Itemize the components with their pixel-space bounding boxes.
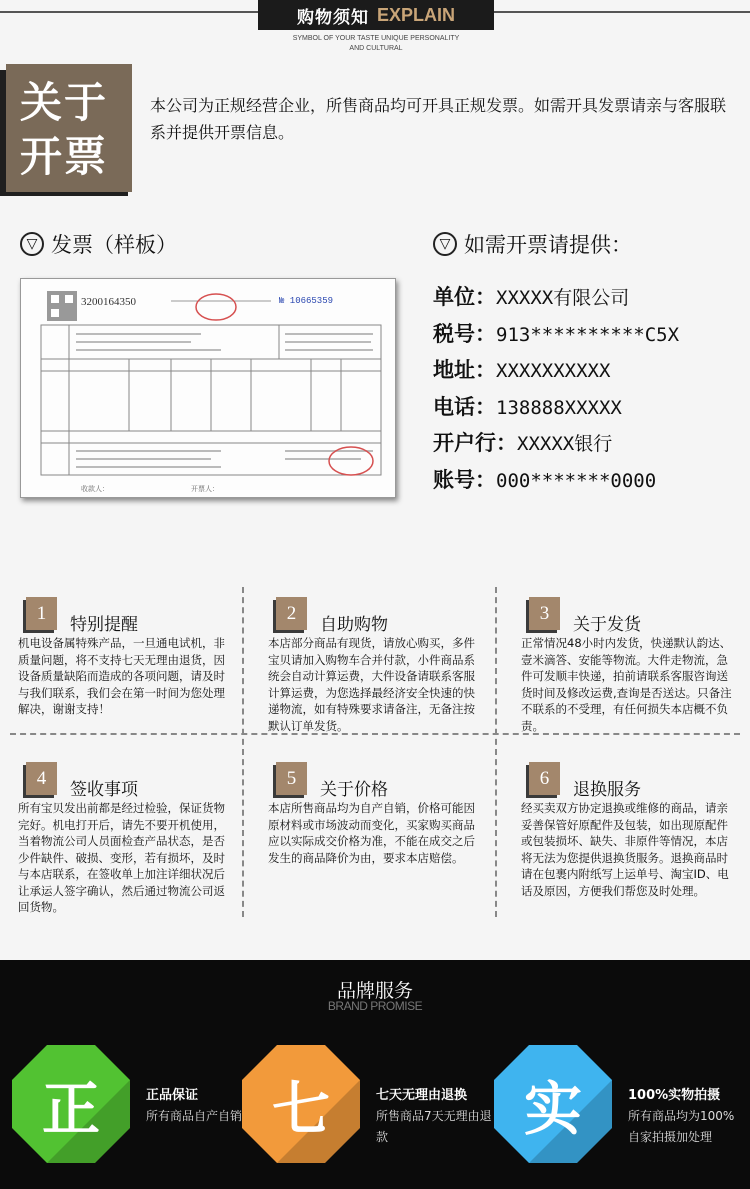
sample-code: 3200164350 bbox=[81, 296, 136, 308]
invoice-info-value: 913**********C5X bbox=[496, 323, 680, 346]
invoice-info-label: 地址： bbox=[433, 358, 496, 383]
notice-number-badge: 5 bbox=[276, 762, 307, 795]
invoice-info-value: XXXXX有限公司 bbox=[496, 287, 630, 309]
invoice-description: 本公司为正规经营企业，所售商品均可开具正规发票。如需开具发票请亲与客服联系并提供开票信息。 bbox=[150, 96, 727, 142]
brand-badge bbox=[242, 1045, 360, 1163]
header-subtitle-line1: SYMBOL OF YOUR TASTE UNIQUE PERSONALITY bbox=[292, 35, 460, 42]
header-subtitle-line2: AND CULTURAL bbox=[349, 45, 403, 52]
invoice-badge-line2: 开票 bbox=[20, 132, 109, 181]
invoice-info-label: 税号： bbox=[433, 321, 496, 346]
notice-number-badge: 1 bbox=[26, 597, 57, 630]
notice-body: 本店所售商品均为自产自销，价格可能因原材料或市场波动而变化，买家购买商品应以实际成交价格为准，不能在成交之后发生的商品降价为由，要求本店赔偿。 bbox=[268, 801, 475, 865]
notice-body: 本店部分商品有现货，请放心购买，多件宝贝请加入购物车合并付款，小件商品系统会自动计算运费，大件设备请联系客服计算运费，为您选择最经济安全快速的快递物流，如有特殊要求请备注，无备注按默认订单发货。 bbox=[268, 636, 475, 733]
brand-item-title: 正品保证 bbox=[146, 1088, 199, 1103]
notice-number-badge: 4 bbox=[26, 762, 57, 795]
header-line-left bbox=[0, 11, 258, 13]
brand-item-desc: 所有商品均为100%自家拍摄加处理 bbox=[628, 1109, 735, 1144]
invoice-info-row bbox=[433, 354, 610, 384]
grid-divider-v1 bbox=[242, 587, 244, 917]
svg-text:开票人：: 开票人： bbox=[191, 485, 219, 493]
notice-title: 自助购物 bbox=[320, 615, 388, 635]
chevron-down-icon: ▽ bbox=[20, 232, 44, 256]
chevron-down-icon: ▽ bbox=[433, 232, 457, 256]
brand-item-desc: 所售商品7天无理由退款 bbox=[376, 1109, 492, 1144]
invoice-sample-drawing bbox=[21, 279, 396, 498]
brand-item-title: 七天无理由退换 bbox=[376, 1088, 468, 1103]
invoice-info-label: 账号： bbox=[433, 468, 496, 492]
notice-body: 经买卖双方协定退换或维修的商品，请亲妥善保管好原配件及包装，如出现原配件或包装损坏、缺失、非原件等情况，本店将无法为您提供退换货服务。退换商品时请在包裹内附纸写上运单号、淘宝ID、电话及原因，方便我们帮您及时处理。 bbox=[521, 801, 729, 898]
brand-item-title: 100%实物拍摄 bbox=[628, 1088, 721, 1103]
brand-item-desc: 所有商品自产自销 bbox=[146, 1109, 243, 1123]
notice-title: 关于价格 bbox=[320, 780, 388, 800]
provide-heading-text: 如需开票请提供： bbox=[464, 233, 632, 257]
invoice-sample-image bbox=[20, 278, 396, 498]
notice-title: 签收事项 bbox=[70, 780, 138, 800]
invoice-info-row bbox=[433, 281, 629, 311]
notice-title: 特别提醒 bbox=[70, 615, 138, 635]
header-line-right bbox=[494, 11, 750, 13]
brand-badge-char: 实 bbox=[523, 1075, 582, 1143]
invoice-badge bbox=[6, 64, 132, 192]
notice-body: 机电设备属特殊产品，一旦通电试机，非质量问题，将不支持七天无理由退货，因设备质量缺陷而造成的各项问题，请及时与我们联系，我们会在第一时间为您处理解决，谢谢支持！ bbox=[18, 636, 225, 716]
brand-badge-char: 正 bbox=[41, 1075, 100, 1143]
header-title-cn: 购物须知 bbox=[296, 7, 369, 28]
invoice-info-label: 电话： bbox=[433, 394, 496, 419]
header-title-box bbox=[258, 0, 494, 30]
brand-title: 品牌服务 bbox=[336, 980, 413, 1002]
sample-no: № 10665359 bbox=[279, 296, 334, 306]
notice-number-badge: 3 bbox=[529, 597, 560, 630]
svg-text:收款人：: 收款人： bbox=[81, 485, 109, 493]
notice-title: 关于发货 bbox=[573, 615, 641, 635]
provide-heading bbox=[433, 229, 632, 259]
invoice-info-value: XXXXXXXXXX bbox=[496, 360, 611, 383]
invoice-info-row bbox=[433, 464, 656, 494]
grid-divider-v2 bbox=[495, 587, 497, 917]
header-title-en: EXPLAIN bbox=[376, 4, 455, 25]
notice-body: 正常情况48小时内发货，快递默认韵达、壹米滴答、安能等物流。大件走物流，急件可发顺丰快递，拍前请联系客服咨询送货时间及修改运费,查询是否送达。只备注不联系的不受理，有任何损失本店概不负责。 bbox=[521, 636, 732, 733]
notice-number-badge: 6 bbox=[529, 762, 560, 795]
brand-badge bbox=[494, 1045, 612, 1163]
sample-heading-text: 发票（样板） bbox=[51, 233, 177, 257]
invoice-info-value: 138888XXXXX bbox=[496, 396, 622, 419]
brand-subtitle: BRAND PROMISE bbox=[327, 999, 423, 1013]
invoice-info-value: XXXXX银行 bbox=[517, 433, 613, 456]
invoice-info-label: 单位： bbox=[433, 285, 496, 309]
invoice-info-label: 开户行： bbox=[433, 431, 517, 456]
notice-body: 所有宝贝发出前都是经过检验，保证货物完好。机电打开后，请先不要开机使用，当着物流公司人员面检查产品状态，是否少件缺件、破损、变形，若有损坏，及时与本店联系，在签收单上加注详细状况后让承运人签字确认，然后通过物流公司返回货物。 bbox=[18, 801, 225, 914]
invoice-info-value: 000*******0000 bbox=[496, 470, 657, 492]
invoice-info-row bbox=[433, 427, 612, 457]
notice-number-badge: 2 bbox=[276, 597, 307, 630]
brand-badge bbox=[12, 1045, 130, 1163]
invoice-info-row bbox=[433, 318, 679, 348]
invoice-info-row bbox=[433, 391, 622, 421]
brand-badge-char: 七 bbox=[271, 1075, 330, 1143]
header-subtitle bbox=[258, 34, 494, 54]
invoice-badge-line1: 关于 bbox=[20, 78, 109, 127]
notice-title: 退换服务 bbox=[573, 780, 641, 800]
sample-heading bbox=[20, 229, 177, 259]
